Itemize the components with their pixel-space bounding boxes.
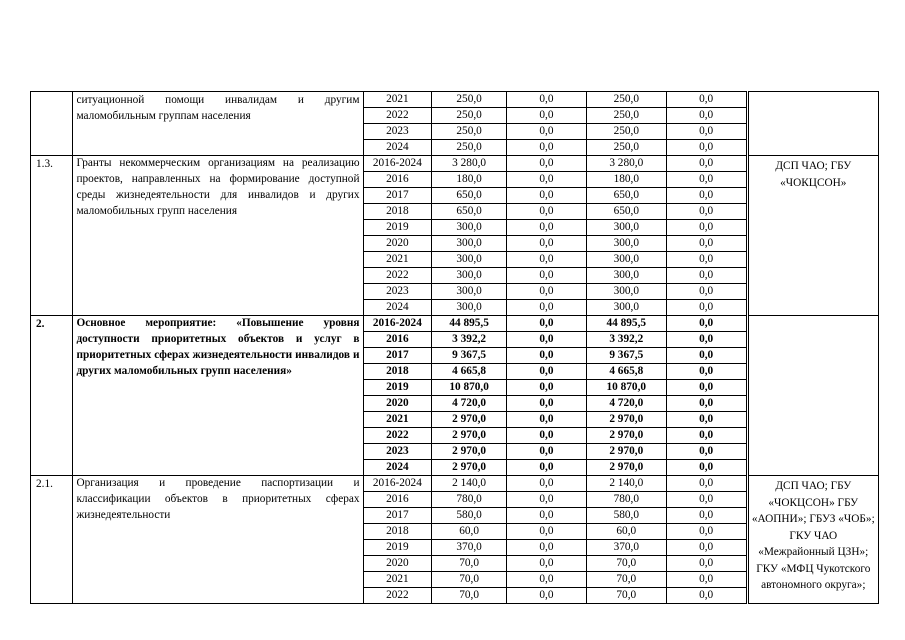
regional-cell: 300,0: [586, 300, 666, 316]
other-cell: 0,0: [666, 124, 746, 140]
column-spacer: [746, 332, 748, 348]
regional-cell: 60,0: [586, 524, 666, 540]
column-spacer: [746, 444, 748, 460]
other-cell: 0,0: [666, 92, 746, 108]
regional-cell: 250,0: [586, 140, 666, 156]
federal-cell: 0,0: [507, 396, 587, 412]
federal-cell: 0,0: [507, 364, 587, 380]
column-spacer: [746, 140, 748, 156]
total-cell: 70,0: [432, 588, 507, 604]
column-spacer: [746, 188, 748, 204]
column-spacer: [746, 108, 748, 124]
regional-cell: 2 140,0: [586, 476, 666, 492]
federal-cell: 0,0: [507, 332, 587, 348]
year-cell: 2021: [363, 252, 432, 268]
year-cell: 2024: [363, 300, 432, 316]
total-cell: 4 720,0: [432, 396, 507, 412]
other-cell: 0,0: [666, 540, 746, 556]
column-spacer: [746, 492, 748, 508]
total-cell: 44 895,5: [432, 316, 507, 332]
other-cell: 0,0: [666, 300, 746, 316]
year-cell: 2020: [363, 556, 432, 572]
year-cell: 2022: [363, 428, 432, 444]
total-cell: 180,0: [432, 172, 507, 188]
year-cell: 2018: [363, 364, 432, 380]
regional-cell: 70,0: [586, 572, 666, 588]
federal-cell: 0,0: [507, 204, 587, 220]
year-cell: 2021: [363, 412, 432, 428]
regional-cell: 300,0: [586, 268, 666, 284]
column-spacer: [746, 508, 748, 524]
column-spacer: [746, 124, 748, 140]
responsible-executors: ДСП ЧАО; ГБУ «ЧОКЦСОН»: [748, 156, 878, 316]
total-cell: 3 392,2: [432, 332, 507, 348]
year-cell: 2023: [363, 444, 432, 460]
federal-cell: 0,0: [507, 316, 587, 332]
budget-table: [30, 91, 879, 604]
federal-cell: 0,0: [507, 172, 587, 188]
total-cell: 780,0: [432, 492, 507, 508]
other-cell: 0,0: [666, 556, 746, 572]
regional-cell: 180,0: [586, 172, 666, 188]
item-description: Основное мероприятие: «Повышение уровня доступности приоритетных объектов и услуг в приоритетных сферах жизнедеятельности инвалидов и других маломобильных групп населения»: [73, 316, 363, 476]
column-spacer: [746, 428, 748, 444]
column-spacer: [746, 364, 748, 380]
column-spacer: [746, 268, 748, 284]
total-cell: 250,0: [432, 92, 507, 108]
regional-cell: 250,0: [586, 124, 666, 140]
column-spacer: [746, 396, 748, 412]
other-cell: 0,0: [666, 572, 746, 588]
year-cell: 2022: [363, 108, 432, 124]
other-cell: 0,0: [666, 476, 746, 492]
other-cell: 0,0: [666, 380, 746, 396]
year-cell: 2017: [363, 348, 432, 364]
column-spacer: [746, 172, 748, 188]
total-cell: 250,0: [432, 108, 507, 124]
other-cell: 0,0: [666, 588, 746, 604]
federal-cell: 0,0: [507, 284, 587, 300]
year-cell: 2023: [363, 124, 432, 140]
year-cell: 2016: [363, 332, 432, 348]
other-cell: 0,0: [666, 460, 746, 476]
federal-cell: 0,0: [507, 236, 587, 252]
other-cell: 0,0: [666, 332, 746, 348]
year-cell: 2019: [363, 220, 432, 236]
total-cell: 4 665,8: [432, 364, 507, 380]
column-spacer: [746, 236, 748, 252]
federal-cell: 0,0: [507, 348, 587, 364]
federal-cell: 0,0: [507, 300, 587, 316]
column-spacer: [746, 460, 748, 476]
table-row: [31, 476, 879, 492]
item-number: 2.: [31, 316, 73, 476]
federal-cell: 0,0: [507, 220, 587, 236]
federal-cell: 0,0: [507, 412, 587, 428]
other-cell: 0,0: [666, 364, 746, 380]
other-cell: 0,0: [666, 188, 746, 204]
regional-cell: 250,0: [586, 92, 666, 108]
total-cell: 580,0: [432, 508, 507, 524]
federal-cell: 0,0: [507, 108, 587, 124]
responsible-executors: [748, 92, 878, 156]
regional-cell: 250,0: [586, 108, 666, 124]
federal-cell: 0,0: [507, 252, 587, 268]
total-cell: 3 280,0: [432, 156, 507, 172]
other-cell: 0,0: [666, 508, 746, 524]
other-cell: 0,0: [666, 412, 746, 428]
column-spacer: [746, 220, 748, 236]
regional-cell: 9 367,5: [586, 348, 666, 364]
federal-cell: 0,0: [507, 492, 587, 508]
regional-cell: 2 970,0: [586, 460, 666, 476]
column-spacer: [746, 540, 748, 556]
year-cell: 2016: [363, 492, 432, 508]
total-cell: 300,0: [432, 236, 507, 252]
total-cell: 650,0: [432, 188, 507, 204]
total-cell: 2 970,0: [432, 460, 507, 476]
year-cell: 2024: [363, 460, 432, 476]
total-cell: 70,0: [432, 556, 507, 572]
responsible-executors: [748, 316, 878, 476]
total-cell: 2 140,0: [432, 476, 507, 492]
federal-cell: 0,0: [507, 524, 587, 540]
total-cell: 10 870,0: [432, 380, 507, 396]
regional-cell: 300,0: [586, 284, 666, 300]
other-cell: 0,0: [666, 268, 746, 284]
other-cell: 0,0: [666, 348, 746, 364]
year-cell: 2017: [363, 188, 432, 204]
federal-cell: 0,0: [507, 556, 587, 572]
year-cell: 2019: [363, 540, 432, 556]
regional-cell: 70,0: [586, 556, 666, 572]
federal-cell: 0,0: [507, 444, 587, 460]
regional-cell: 3 392,2: [586, 332, 666, 348]
regional-cell: 2 970,0: [586, 428, 666, 444]
other-cell: 0,0: [666, 236, 746, 252]
federal-cell: 0,0: [507, 476, 587, 492]
federal-cell: 0,0: [507, 156, 587, 172]
regional-cell: 4 720,0: [586, 396, 666, 412]
total-cell: 300,0: [432, 284, 507, 300]
year-cell: 2018: [363, 204, 432, 220]
year-cell: 2023: [363, 284, 432, 300]
regional-cell: 10 870,0: [586, 380, 666, 396]
column-spacer: [746, 252, 748, 268]
year-cell: 2020: [363, 396, 432, 412]
other-cell: 0,0: [666, 492, 746, 508]
total-cell: 70,0: [432, 572, 507, 588]
year-cell: 2021: [363, 572, 432, 588]
federal-cell: 0,0: [507, 460, 587, 476]
column-spacer: [746, 348, 748, 364]
federal-cell: 0,0: [507, 188, 587, 204]
regional-cell: 3 280,0: [586, 156, 666, 172]
year-cell: 2018: [363, 524, 432, 540]
total-cell: 300,0: [432, 220, 507, 236]
total-cell: 250,0: [432, 124, 507, 140]
regional-cell: 580,0: [586, 508, 666, 524]
item-number: 2.1.: [31, 476, 73, 604]
year-cell: 2016-2024: [363, 156, 432, 172]
column-spacer: [746, 300, 748, 316]
column-spacer: [746, 572, 748, 588]
other-cell: 0,0: [666, 396, 746, 412]
total-cell: 60,0: [432, 524, 507, 540]
responsible-executors: ДСП ЧАО; ГБУ «ЧОКЦСОН» ГБУ «АОПНИ»; ГБУЗ «ЧОБ»; ГКУ ЧАО «Межрайонный ЦЗН»; ГКУ «МФЦ Чукотского автономного округа»;: [748, 476, 878, 604]
year-cell: 2017: [363, 508, 432, 524]
regional-cell: 300,0: [586, 220, 666, 236]
other-cell: 0,0: [666, 524, 746, 540]
regional-cell: 44 895,5: [586, 316, 666, 332]
total-cell: 250,0: [432, 140, 507, 156]
federal-cell: 0,0: [507, 268, 587, 284]
other-cell: 0,0: [666, 220, 746, 236]
regional-cell: 2 970,0: [586, 444, 666, 460]
federal-cell: 0,0: [507, 572, 587, 588]
regional-cell: 650,0: [586, 204, 666, 220]
item-number: [31, 92, 73, 156]
table-row: [31, 156, 879, 172]
federal-cell: 0,0: [507, 588, 587, 604]
year-cell: 2022: [363, 588, 432, 604]
other-cell: 0,0: [666, 204, 746, 220]
column-spacer: [746, 380, 748, 396]
column-spacer: [746, 204, 748, 220]
other-cell: 0,0: [666, 316, 746, 332]
federal-cell: 0,0: [507, 380, 587, 396]
year-cell: 2024: [363, 140, 432, 156]
other-cell: 0,0: [666, 156, 746, 172]
federal-cell: 0,0: [507, 540, 587, 556]
total-cell: 370,0: [432, 540, 507, 556]
other-cell: 0,0: [666, 172, 746, 188]
item-description: Гранты некоммерческим организациям на реализацию проектов, направленных на формирование доступной среды жизнедеятельности для инвалидов и других маломобильных групп населения: [73, 156, 363, 316]
total-cell: 2 970,0: [432, 444, 507, 460]
year-cell: 2016-2024: [363, 476, 432, 492]
total-cell: 300,0: [432, 252, 507, 268]
federal-cell: 0,0: [507, 508, 587, 524]
year-cell: 2019: [363, 380, 432, 396]
federal-cell: 0,0: [507, 428, 587, 444]
item-number: 1.3.: [31, 156, 73, 316]
federal-cell: 0,0: [507, 140, 587, 156]
regional-cell: 370,0: [586, 540, 666, 556]
year-cell: 2022: [363, 268, 432, 284]
total-cell: 9 367,5: [432, 348, 507, 364]
other-cell: 0,0: [666, 444, 746, 460]
item-description: ситуационной помощи инвалидам и другим маломобильным группам населения: [73, 92, 363, 156]
total-cell: 300,0: [432, 300, 507, 316]
other-cell: 0,0: [666, 252, 746, 268]
column-spacer: [746, 524, 748, 540]
other-cell: 0,0: [666, 108, 746, 124]
total-cell: 650,0: [432, 204, 507, 220]
total-cell: 2 970,0: [432, 428, 507, 444]
federal-cell: 0,0: [507, 124, 587, 140]
regional-cell: 780,0: [586, 492, 666, 508]
column-spacer: [746, 284, 748, 300]
item-description: Организация и проведение паспортизации и классификации объектов в приоритетных сферах жизнедеятельности: [73, 476, 363, 604]
year-cell: 2020: [363, 236, 432, 252]
column-spacer: [746, 588, 748, 604]
total-cell: 300,0: [432, 268, 507, 284]
table-row: [31, 316, 879, 332]
year-cell: 2021: [363, 92, 432, 108]
federal-cell: 0,0: [507, 92, 587, 108]
regional-cell: 300,0: [586, 252, 666, 268]
regional-cell: 2 970,0: [586, 412, 666, 428]
other-cell: 0,0: [666, 284, 746, 300]
column-spacer: [746, 556, 748, 572]
regional-cell: 650,0: [586, 188, 666, 204]
table-row: [31, 92, 879, 108]
other-cell: 0,0: [666, 428, 746, 444]
year-cell: 2016-2024: [363, 316, 432, 332]
regional-cell: 300,0: [586, 236, 666, 252]
year-cell: 2016: [363, 172, 432, 188]
regional-cell: 70,0: [586, 588, 666, 604]
total-cell: 2 970,0: [432, 412, 507, 428]
column-spacer: [746, 412, 748, 428]
other-cell: 0,0: [666, 140, 746, 156]
regional-cell: 4 665,8: [586, 364, 666, 380]
